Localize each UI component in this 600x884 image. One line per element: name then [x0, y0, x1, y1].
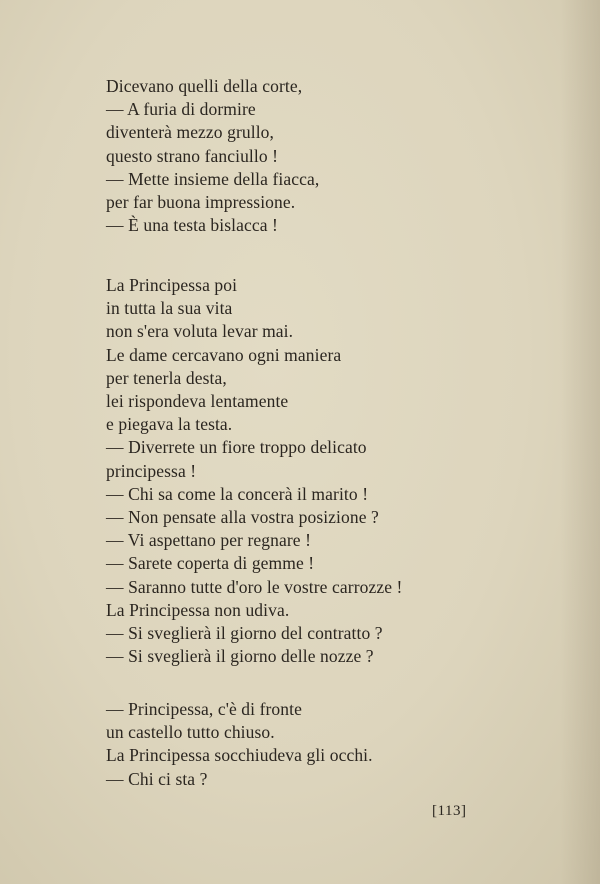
stanza: [106, 698, 373, 791]
verse-line: per tenerla desta,: [106, 367, 227, 388]
verse-line: e piegava la testa.: [106, 414, 233, 435]
page-number: [113]: [432, 803, 467, 819]
verse-line: — Chi ci sta ?: [106, 768, 208, 789]
verse-line: La Principessa poi: [106, 275, 238, 295]
verse-line: — Principessa, c'è di fronte: [106, 699, 302, 719]
verse-line: La Principessa socchiudeva gli occhi.: [106, 745, 373, 766]
verse-line: — Diverrete un fiore troppo delicato: [106, 437, 367, 458]
verse-line: — Vi aspettano per regnare !: [106, 530, 312, 551]
verse-line: lei rispondeva lentamente: [106, 391, 289, 412]
verse-line: La Principessa non udiva.: [106, 599, 290, 620]
verse-line: diventerà mezzo grullo,: [106, 122, 274, 143]
verse-line: — È una testa bislacca !: [106, 215, 278, 236]
verse-line: un castello tutto chiuso.: [106, 722, 275, 743]
verse-line: non s'era voluta levar mai.: [106, 321, 294, 342]
verse-line: per far buona impressione.: [106, 192, 296, 213]
verse-line: Le dame cercavano ogni maniera: [106, 344, 342, 365]
verse-line: in tutta la sua vita: [106, 298, 233, 319]
verse-line: — Saranno tutte d'oro le vostre carrozze !: [106, 576, 403, 597]
stanza: [106, 75, 319, 237]
verse-line: — Chi sa come la concerà il marito !: [106, 483, 369, 504]
verse-line: — Non pensate alla vostra posizione ?: [106, 507, 379, 528]
verse-line: — Si sveglierà il giorno delle nozze ?: [106, 646, 374, 667]
verse-line: questo strano fanciullo !: [106, 145, 279, 166]
verse-line: — Sarete coperta di gemme !: [106, 553, 315, 574]
verse-line: Dicevano quelli della corte,: [106, 76, 303, 96]
verse-line: — Si sveglierà il giorno del contratto ?: [106, 623, 383, 644]
verse-line: — Mette insieme della fiacca,: [106, 168, 320, 189]
stanza: [106, 274, 402, 668]
verse-line: — A furia di dormire: [106, 99, 256, 120]
verse-line: principessa !: [106, 460, 197, 481]
